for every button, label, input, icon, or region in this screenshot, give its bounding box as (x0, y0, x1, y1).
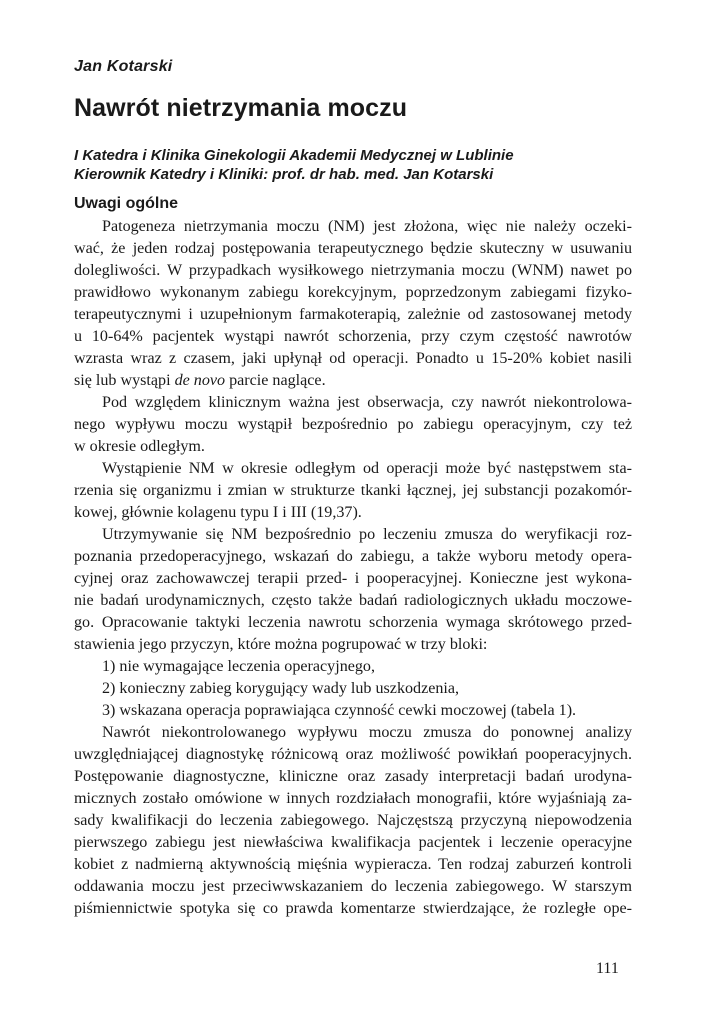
paragraph-line: oddawania moczu jest przeciwwskazaniem do leczenia zabiegowego. W starszym (74, 878, 632, 895)
list-item: 3) wskazana operacja poprawiająca czynność cewki moczowej (tabela 1). (102, 702, 577, 719)
paragraph-line: wzrasta wraz z czasem, jaki upłynął od operacji. Ponadto u 15-20% kobiet nasili (74, 350, 632, 367)
paragraph-line: stawienia jego przyczyn, które można pogrupować w trzy bloki: (74, 636, 488, 653)
paragraph-line: poznania przedoperacyjnego, wskazań do zabiegu, a także wyboru metody opera- (74, 548, 632, 565)
paragraph-line: uwzględniającej diagnostykę różnicową oraz możliwość powikłań pooperacyjnych. (74, 746, 632, 763)
list-item: 1) nie wymagające leczenia operacyjnego, (102, 658, 375, 675)
paragraph-line: nie badań urodynamicznych, często także badań radiologicznych układu moczowe- (74, 592, 632, 609)
text-run: parcie naglące. (225, 372, 326, 389)
paragraph-line: go. Opracowanie taktyki leczenia nawrotu schorzenia wymaga skrótowego przed- (74, 614, 632, 631)
paragraph-line: kobiet z nadmierną aktywnością mięśnia wypieracza. Ten rodzaj zaburzeń kontroli (74, 856, 632, 873)
author-name: Jan Kotarski (74, 58, 173, 75)
paragraph-line: cyjnej oraz zachowawczej terapii przed- i pooperacyjnej. Konieczne jest wykona- (74, 570, 632, 587)
body-text (74, 216, 632, 920)
paragraph-line (74, 370, 632, 392)
paragraph-line: Utrzymywanie się NM bezpośrednio po leczeniu zmusza do weryfikacji roz- (102, 526, 632, 543)
paragraph-line: rzenia się organizmu i zmian w strukturze tkanki łącznej, jej substancji pozakomór- (74, 482, 632, 499)
paragraph-line: Patogeneza nietrzymania moczu (NM) jest złożona, więc nie należy oczeki- (102, 218, 632, 235)
paragraph-line: wać, że jeden rodzaj postępowania terapeutycznego będzie skuteczny w usuwaniu (74, 240, 632, 257)
italic-text: de novo (174, 372, 226, 389)
paragraph-line: pierwszego zabiegu jest niewłaściwa kwalifikacja pacjentek i leczenie operacyjne (74, 834, 632, 851)
affiliation-line: I Katedra i Klinika Ginekologii Akademii Medycznej w Lublinie (74, 147, 514, 164)
text-run: się lub wystąpi (74, 372, 175, 389)
chapter-title: Nawrót nietrzymania moczu (74, 94, 408, 122)
affiliation-line: Kierownik Katedry i Kliniki: prof. dr hab. med. Jan Kotarski (74, 166, 494, 183)
paragraph-line: Wystąpienie NM w okresie odległym od operacji może być następstwem sta- (102, 460, 632, 477)
paragraph-line: nego wypływu moczu wystąpił bezpośrednio po zabiegu operacyjnym, czy też (74, 416, 632, 433)
page-number: 111 (596, 960, 619, 977)
affiliation (74, 146, 634, 184)
paragraph-line: piśmiennictwie spotyka się co prawda komentarze stwierdzające, że rozległe ope- (74, 900, 632, 917)
paragraph-line: kowej, głównie kolagenu typu I i III (19,37). (74, 504, 362, 521)
paragraph-line: micznych zostało omówione w innych rozdziałach monografii, które wyjaśniają za- (74, 790, 632, 807)
paragraph-line: u 10-64% pacjentek wystąpi nawrót schorzenia, przy czym częstość nawrotów (74, 328, 632, 345)
paragraph-line: sady kwalifikacji do leczenia zabiegowego. Najczęstszą przyczyną niepowodzenia (74, 812, 632, 829)
paragraph-line: prawidłowo wykonanym zabiegu korekcyjnym, poprzedzonym zabiegami fizyko- (74, 284, 632, 301)
paragraph-line: terapeutycznymi i uzupełnionym farmakoterapią, zależnie od zastosowanej metody (74, 306, 632, 323)
paragraph-line: dolegliwości. W przypadkach wysiłkowego nietrzymania moczu (WNM) nawet po (74, 262, 632, 279)
section-heading: Uwagi ogólne (74, 195, 178, 212)
paragraph-line: Nawrót niekontrolowanego wypływu moczu zmusza do ponownej analizy (102, 724, 632, 741)
list-item: 2) konieczny zabieg korygujący wady lub uszkodzenia, (102, 680, 460, 697)
paragraph-line: w okresie odległym. (74, 438, 205, 455)
paragraph-line: Postępowanie diagnostyczne, kliniczne oraz zasady interpretacji badań urodyna- (74, 768, 632, 785)
paragraph-line: Pod względem klinicznym ważna jest obserwacja, czy nawrót niekontrolowa- (102, 394, 632, 411)
